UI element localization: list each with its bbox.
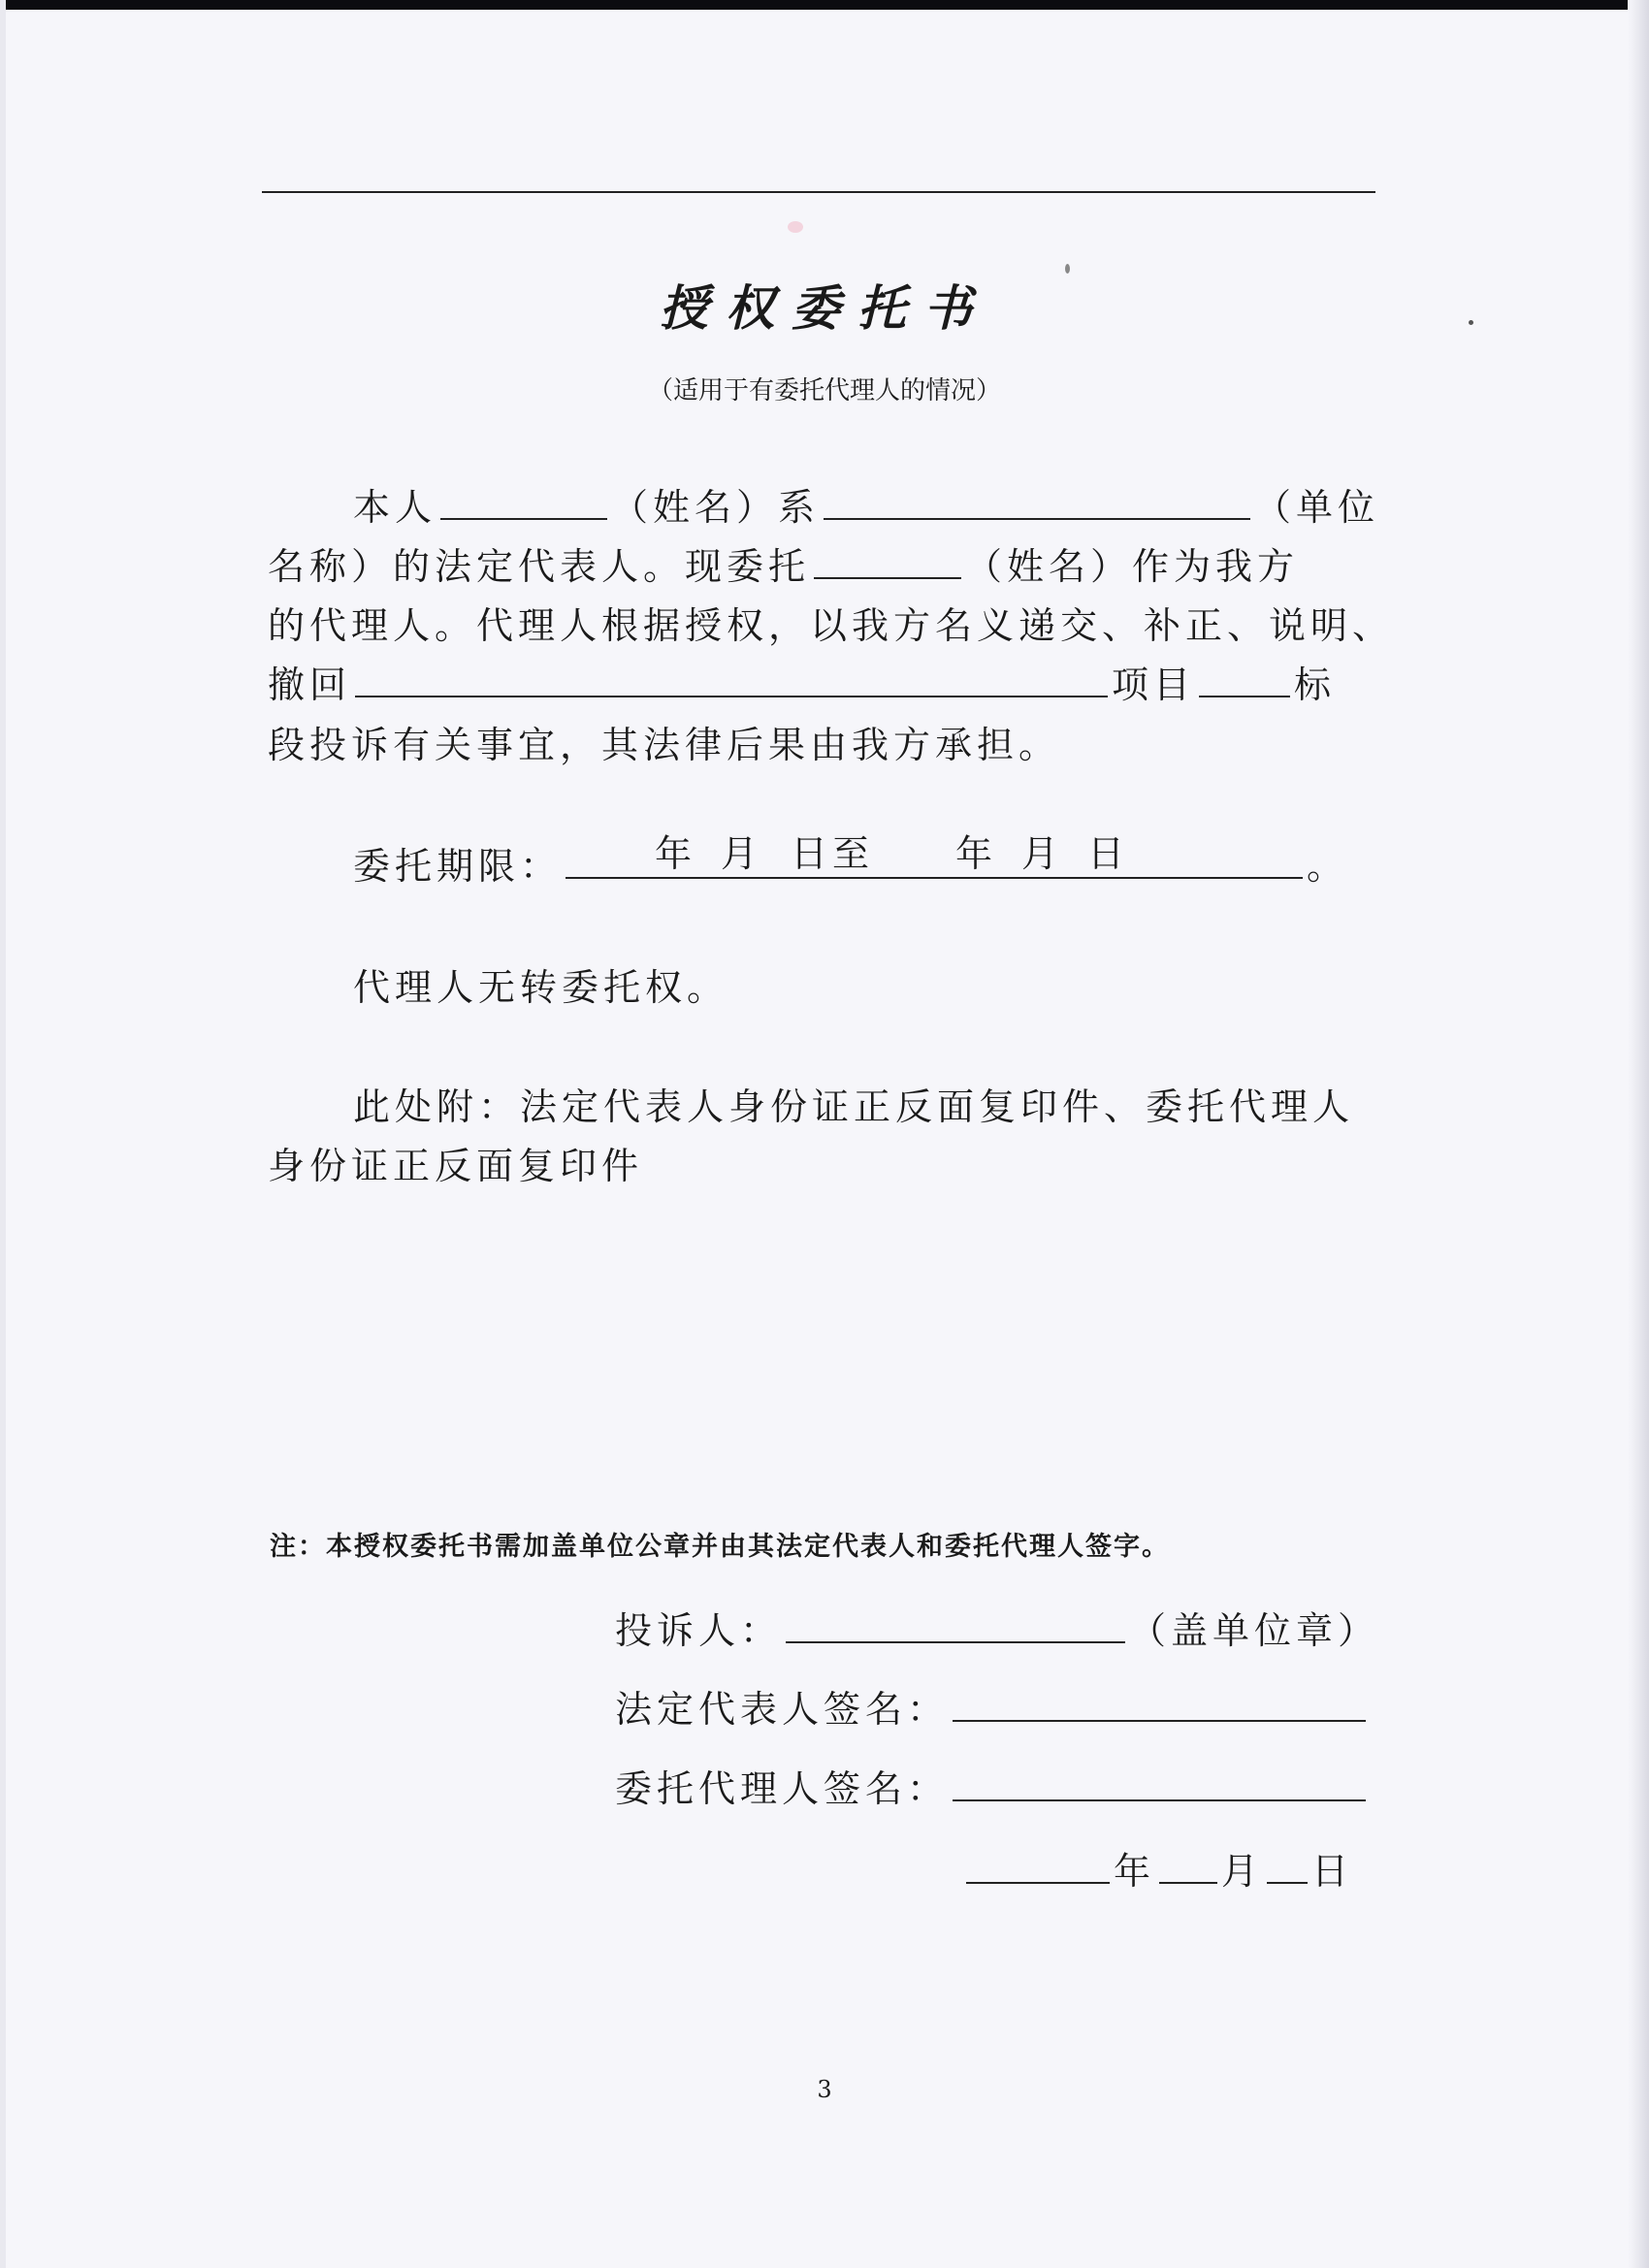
date-month-label: 月 <box>1221 1850 1264 1893</box>
term-day-1: 日至 <box>791 832 875 875</box>
blank-name-field <box>440 485 607 520</box>
signature-date-line <box>962 1841 1353 1895</box>
date-year-field <box>966 1849 1110 1884</box>
document-subtitle: （适用于有委托代理人的情况） <box>647 376 1001 405</box>
ink-spot <box>788 221 803 233</box>
header-rule <box>262 191 1375 193</box>
text-segment: 本人 <box>353 486 437 529</box>
blank-agent-name-field <box>814 544 961 579</box>
attachment-line-1: 此处附：法定代表人身份证正反面复印件、委托代理人 <box>353 1085 1355 1128</box>
paragraph-line-5: 段投诉有关事宜，其法律后果由我方承担。 <box>268 724 1061 766</box>
no-transfer-statement: 代理人无转委托权。 <box>353 966 729 1009</box>
scan-edge-right <box>1628 0 1649 2268</box>
legal-rep-signature-field <box>953 1687 1366 1722</box>
agent-label: 委托代理人签名： <box>615 1767 950 1810</box>
date-day-label: 日 <box>1311 1850 1354 1893</box>
term-year-2: 年 <box>955 832 998 875</box>
text-segment: （姓名）系 <box>611 486 821 529</box>
document-title: 授权委托书 <box>660 279 989 337</box>
legal-rep-signature-line <box>615 1679 1370 1733</box>
date-month-field <box>1159 1849 1217 1884</box>
text-segment: （姓名）作为我方 <box>965 545 1300 588</box>
text-segment: （单位 <box>1254 486 1380 529</box>
blank-unit-field <box>824 485 1250 520</box>
agent-signature-line <box>615 1759 1370 1812</box>
seal-label: （盖单位章） <box>1129 1609 1380 1652</box>
complainant-line <box>615 1601 1379 1654</box>
text-segment: 项目 <box>1112 664 1196 706</box>
footnote: 注：本授权委托书需加盖单位公章并由其法定代表人和委托代理人签字。 <box>270 1532 1170 1562</box>
date-year-label: 年 <box>1114 1850 1156 1893</box>
text-segment: 标 <box>1294 664 1337 706</box>
text-segment: 名称）的法定代表人。现委托 <box>268 545 811 588</box>
term-line <box>353 832 1349 890</box>
text-segment: 。 <box>1307 845 1349 888</box>
complainant-label: 投诉人： <box>615 1609 783 1652</box>
legal-rep-label: 法定代表人签名： <box>615 1688 950 1731</box>
page-number: 3 <box>817 2076 832 2103</box>
paragraph-line-1 <box>353 477 1379 531</box>
paragraph-line-2 <box>268 536 1299 590</box>
term-year-1: 年 <box>655 832 697 875</box>
term-date-field <box>566 832 1303 879</box>
term-month-2: 月 <box>1021 832 1064 875</box>
text-segment: 撤回 <box>268 664 352 706</box>
scan-edge-left <box>0 0 6 2268</box>
term-month-1: 月 <box>721 832 763 875</box>
term-day-2: 日 <box>1087 832 1130 875</box>
blank-project-field <box>355 663 1108 697</box>
agent-signature-field <box>953 1766 1366 1801</box>
blank-section-field <box>1199 663 1290 697</box>
paragraph-line-4 <box>268 655 1336 708</box>
complainant-field <box>786 1608 1125 1643</box>
date-day-field <box>1267 1849 1308 1884</box>
term-label: 委托期限： <box>353 845 563 888</box>
paragraph-line-3: 的代理人。代理人根据授权，以我方名义递交、补正、说明、 <box>268 604 1395 647</box>
scan-edge-top <box>0 0 1649 10</box>
attachment-line-2: 身份证正反面复印件 <box>268 1145 644 1187</box>
